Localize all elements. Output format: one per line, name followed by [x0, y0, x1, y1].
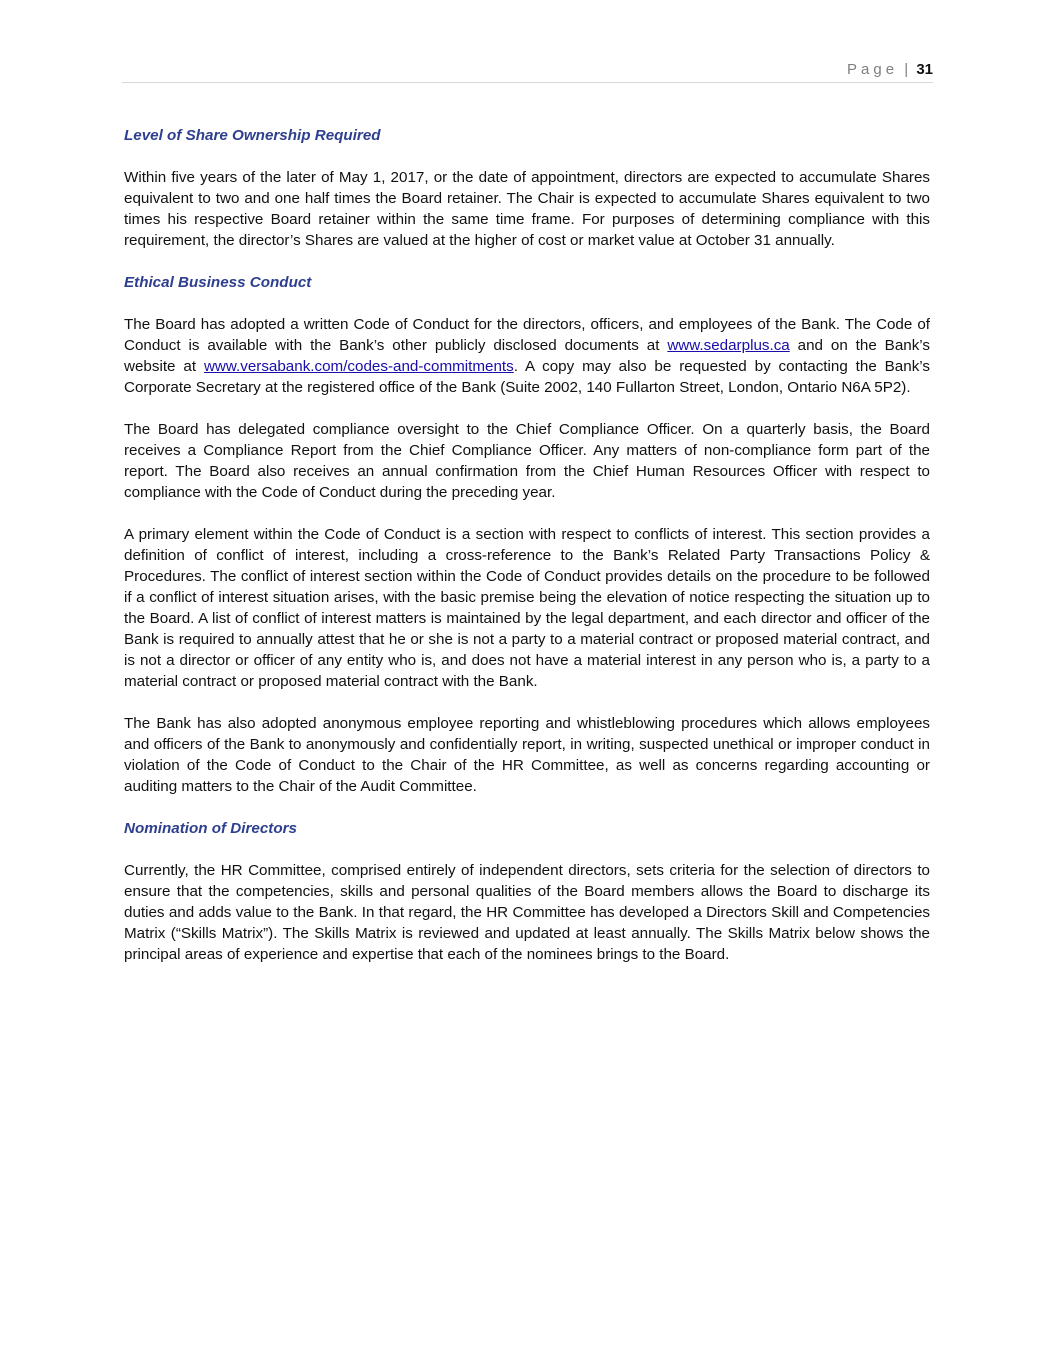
- paragraph-code-of-conduct: [124, 314, 930, 398]
- paragraph-conflicts-of-interest: A primary element within the Code of Conduct is a section with respect to conflicts of interest. This section provides a definition of conflict of interest, including a cross-reference to the Bank’s Related Party Transactions Policy & Procedures. The conflict of interest section within the Code of Conduct provides details on the procedure to be followed if a conflict of interest situation arises, with the basic premise being the elevation of notice respecting the situation up to the Board. A list of conflict of interest matters is maintained by the legal department, and each director and officer of the Bank is required to annually attest that he or she is not a party to a material contract or proposed material contract, and is not a director or officer of any entity who is, and does not have a material interest in any person who is, a party to a material contract or proposed material contract with the Bank.: [124, 526, 930, 690]
- code-of-conduct-text-2: and on the Bank’s website at: [124, 337, 930, 375]
- code-of-conduct-text-1: The Board has adopted a written Code of Conduct for the directors, officers, and employees of the Bank. The Code of Conduct is available with the Bank’s other publicly disclosed documents at: [124, 316, 930, 354]
- heading-share-ownership: Level of Share Ownership Required: [124, 127, 381, 144]
- page-header: [122, 60, 933, 83]
- page-separator: |: [904, 61, 909, 78]
- document-body: [124, 125, 930, 986]
- page-number: 31: [916, 61, 933, 78]
- page-label: Page: [847, 61, 899, 78]
- code-of-conduct-text-3: . A copy may also be requested by contacting the Bank’s Corporate Secretary at the registered office of the Bank (Suite 2002, 140 Fullarton Street, London, Ontario N6A 5P2).: [124, 358, 930, 396]
- sedarplus-link[interactable]: www.sedarplus.ca: [667, 337, 790, 354]
- heading-ethical-conduct: Ethical Business Conduct: [124, 274, 312, 291]
- paragraph-whistleblowing: The Bank has also adopted anonymous employee reporting and whistleblowing procedures which allows employees and officers of the Bank to anonymously and confidentially report, in writing, suspected unethical or improper conduct in violation of the Code of Conduct to the Chair of the HR Committee, as well as concerns regarding accounting or auditing matters to the Chair of the Audit Committee.: [124, 715, 930, 795]
- heading-nomination: Nomination of Directors: [124, 820, 297, 837]
- paragraph-compliance-oversight: The Board has delegated compliance oversight to the Chief Compliance Officer. On a quarterly basis, the Board receives a Compliance Report from the Chief Compliance Officer. Any matters of non-compliance form part of the report. The Board also receives an annual confirmation from the Chief Human Resources Officer with respect to compliance with the Code of Conduct during the preceding year.: [124, 421, 930, 501]
- paragraph-nomination: Currently, the HR Committee, comprised entirely of independent directors, sets criteria for the selection of directors to ensure that the competencies, skills and personal qualities of the Board members allows the Board to discharge its duties and adds value to the Bank. In that regard, the HR Committee has developed a Directors Skill and Competencies Matrix (“Skills Matrix”). The Skills Matrix is reviewed and updated at least annually. The Skills Matrix below shows the principal areas of experience and expertise that each of the nominees brings to the Board.: [124, 862, 930, 963]
- paragraph-share-ownership: Within five years of the later of May 1, 2017, or the date of appointment, directors are expected to accumulate Shares equivalent to two and one half times the Board retainer. The Chair is expected to accumulate Shares equivalent to two times his respective Board retainer within the same time frame. For purposes of determining compliance with this requirement, the director’s Shares are valued at the higher of cost or market value at October 31 annually.: [124, 169, 930, 249]
- versabank-codes-link[interactable]: www.versabank.com/codes-and-commitments: [203, 358, 514, 375]
